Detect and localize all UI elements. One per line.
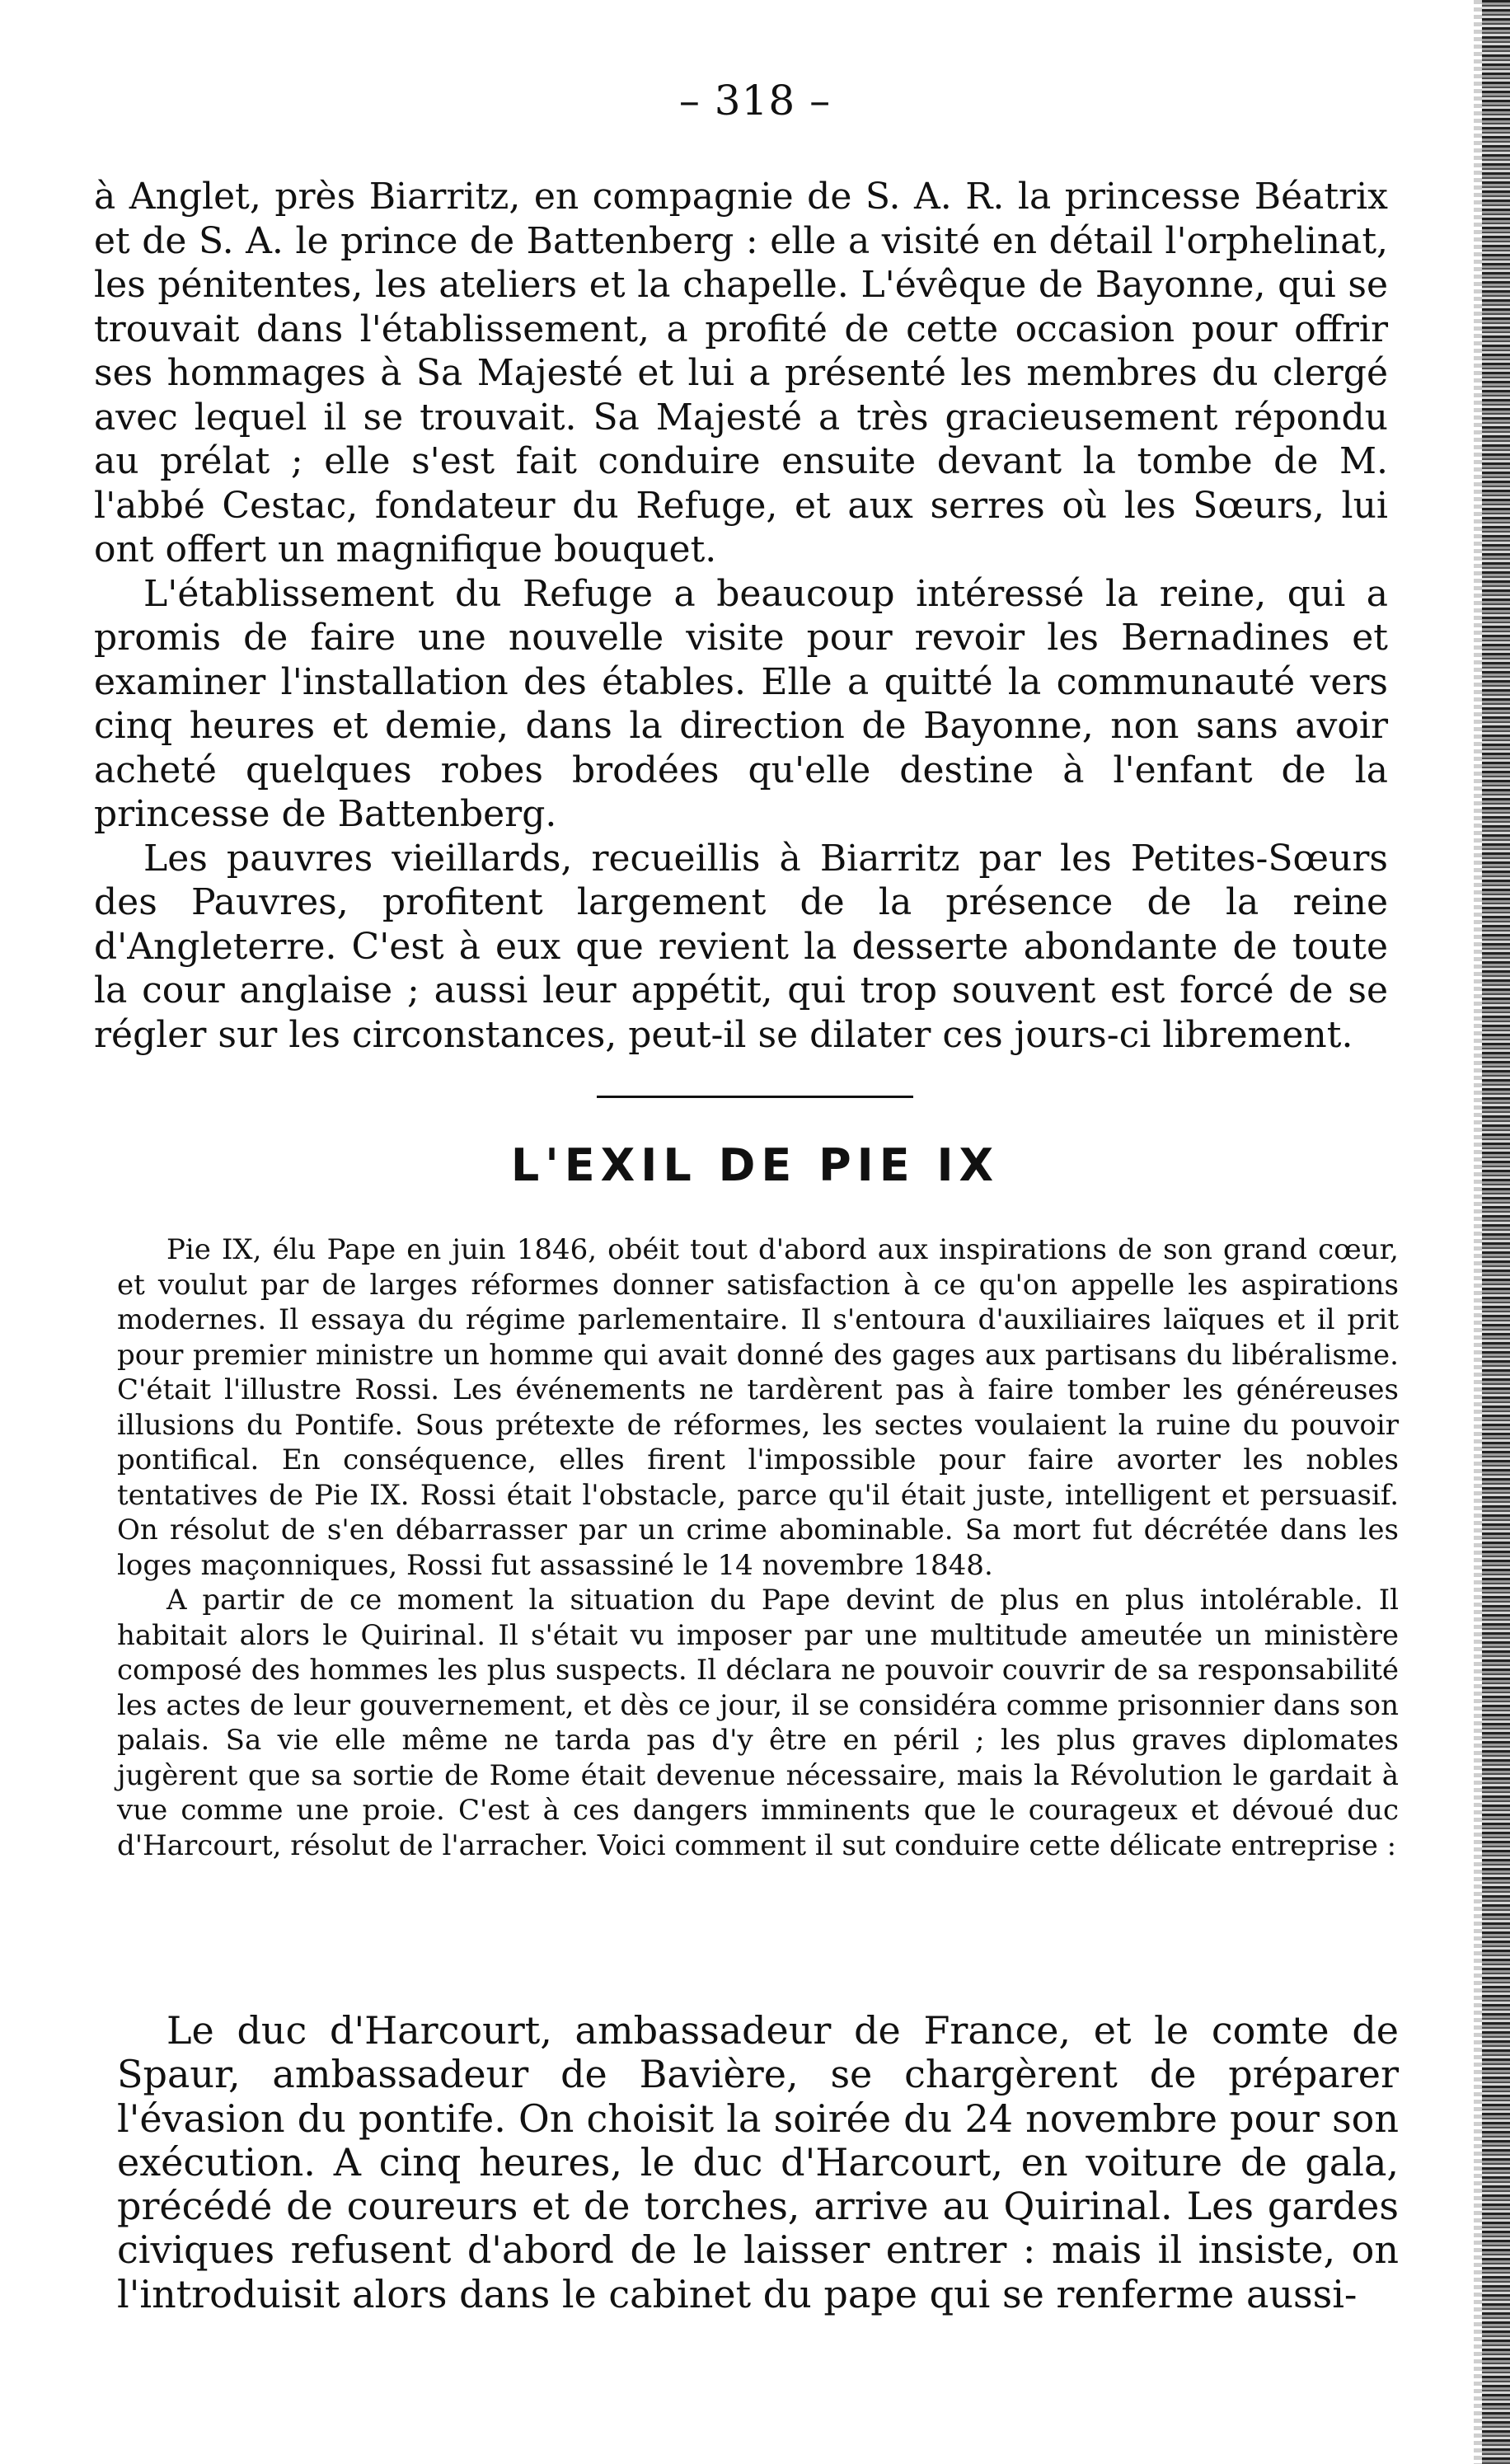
small-print-block [117,1232,1399,1863]
article-title: L'EXIL DE PIE IX [510,1139,1000,1191]
page-edge-shadow [1474,0,1482,2464]
paragraph-vieillards: Les pauvres vieillards, recueillis à Biarritz par les Petites-Sœurs des Pauvres, profitent largement de la présence de la reine d'Angleterre. C'est à eux que revient la desserte abondante de toute la cour anglaise ; aussi leur appétit, qui trop souvent est forcé de se régler sur les circonstances, peut-il se dilater ces jours-ci librement. [94,837,1388,1056]
top-text-block [94,175,1388,1057]
page-number: – 318 – [678,77,832,124]
paragraph-duc-harcourt: Le duc d'Harcourt, ambassadeur de France, et le comte de Spaur, ambassadeur de Bavière, se chargèrent de préparer l'évasion du pontife. On choisit la soirée du 24 novembre pour son exécution. A cinq heures, le duc d'Harcourt, en voiture de gala, précédé de coureurs et de torches, arrive au Quirinal. Les gardes civiques refusent d'abord de le laisser entrer : mais il insiste, on l'introduisit alors dans le cabinet du pape qui se renferme aussi- [117,2008,1399,2316]
paragraph-refuge: L'établissement du Refuge a beaucoup intéressé la reine, qui a promis de faire une nouvelle visite pour revoir les Bernadines et examiner l'installation des étables. Elle a quitté la communauté vers cinq heures et demie, dans la direction de Bayonne, non sans avoir acheté quelques robes brodées qu'elle destine à l'enfant de la princesse de Battenberg. [94,572,1388,835]
paragraph-pie-ix-reforms: Pie IX, élu Pape en juin 1846, obéit tout d'abord aux inspirations de son grand cœur, et voulut par de larges réformes donner satisfaction à ce qu'on appelle les aspirations modernes. Il essaya du régime parlementaire. Il s'entoura d'auxiliaires laïques et il prit pour premier ministre un homme qui avait donné des gages aux partisans du libéralisme. C'était l'illustre Rossi. Les événements ne tardèrent pas à faire tomber les généreuses illusions du Pontife. Sous prétexte de réformes, les sectes voulaient la ruine du pouvoir pontifical. En conséquence, elles firent l'impossible pour faire avorter les nobles tentatives de Pie IX. Rossi était l'obstacle, parce qu'il était juste, intelligent et persuasif. On résolut de s'en débarrasser par un crime abominable. Sa mort fut décrétée dans les loges maçonniques, Rossi fut assassiné le 14 novembre 1848. [117,1233,1399,1582]
section-divider [597,1096,913,1098]
paragraph-anglet-visit: à Anglet, près Biarritz, en compagnie de S. A. R. la princesse Béatrix et de S. A. le prince de Battenberg : elle a visité en détail l'orphelinat, les pénitentes, les ateliers et la chapelle. L'évêque de Bayonne, qui se trouvait dans l'établissement, a profité de cette occasion pour offrir ses hommages à Sa Majesté et lui a présenté les membres du clergé avec lequel il se trouvait. Sa Majesté a très gracieusement répondu au prélat ; elle s'est fait conduire ensuite devant la tombe de M. l'abbé Cestac, fondateur du Refuge, et aux serres où les Sœurs, lui ont offert un magnifique bouquet. [94,176,1388,570]
paragraph-quirinal-situation: A partir de ce moment la situation du Pape devint de plus en plus intolérable. Il habitait alors le Quirinal. Il s'était vu imposer par une multitude ameutée un ministère composé des hommes les plus suspects. Il déclara ne pouvoir couvrir de sa responsabilité les actes de leur gouvernement, et dès ce jour, il se considéra comme prisonnier dans son palais. Sa vie elle même ne tarda pas d'y être en péril ; les plus graves diplomates jugèrent que sa sortie de Rome était devenue nécessaire, mais la Révolution le gardait à vue comme une proie. C'est à ces dangers imminents que le courageux et dévoué duc d'Harcourt, résolut de l'arracher. Voici comment il sut conduire cette délicate entreprise : [117,1584,1399,1862]
page-edge-binding [1482,0,1510,2464]
large-print-block [117,2009,1399,2316]
